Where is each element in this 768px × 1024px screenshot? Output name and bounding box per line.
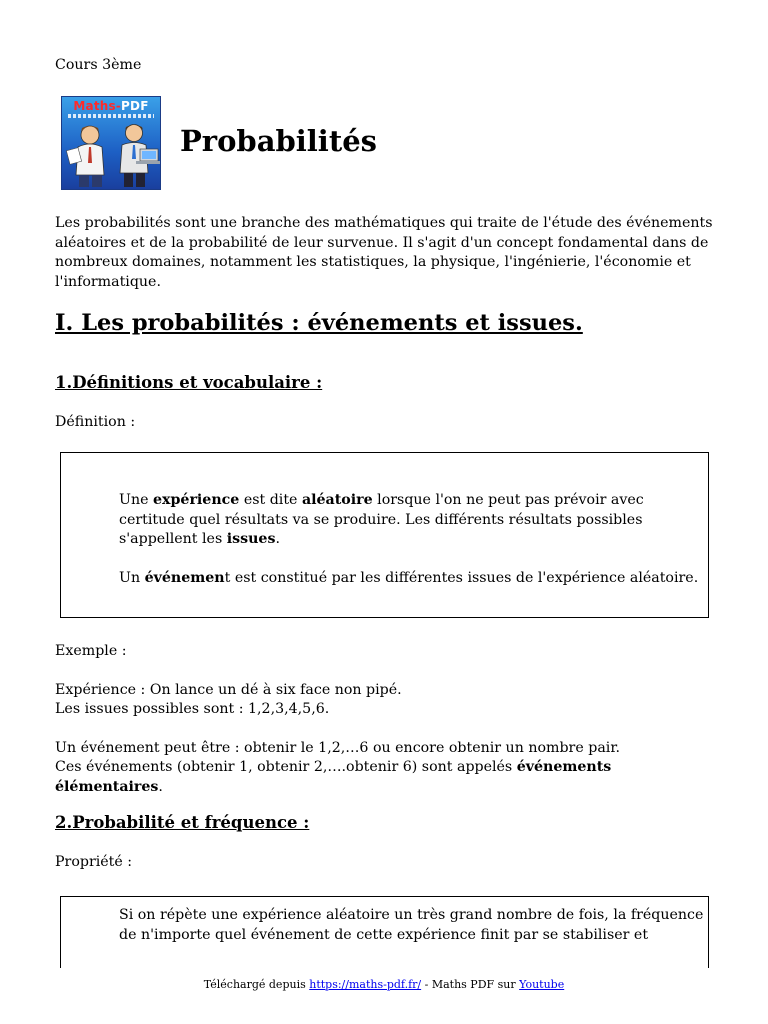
subsection-heading-definitions: 1.Définitions et vocabulaire : (55, 373, 323, 392)
example-line: élémentaires. (55, 779, 163, 795)
logo-brand: Maths-PDF (73, 99, 149, 113)
definition-label: Définition : (55, 414, 136, 430)
subsection-heading-frequency: 2.Probabilité et fréquence : (55, 813, 310, 832)
youtube-link[interactable]: Youtube (519, 978, 565, 991)
example-line: Un événement peut être : obtenir le 1,2,…6 ou encore obtenir un nombre pair. (55, 740, 621, 756)
page-title: Probabilités (180, 124, 377, 158)
example-line: Les issues possibles sont : 1,2,3,4,5,6. (55, 701, 330, 717)
maths-pdf-link[interactable]: https://maths-pdf.fr/ (309, 978, 422, 991)
event-definition-text: Un événement est constitué par les différentes issues de l'expérience aléatoire. (119, 570, 699, 586)
property-label: Propriété : (55, 854, 133, 870)
definition-text: Une expérience est dite aléatoire lorsque l'on ne peut pas prévoir avec certitude quel résultats va se produire. Les différents résultats possibles s'appellent les issues. (119, 492, 644, 547)
property-text: Si on répète une expérience aléatoire un très grand nombre de fois, la fréquence de n'importe quel événement de cette expérience finit par se stabiliser et (119, 907, 704, 943)
definition-box (60, 452, 709, 618)
students-illustration (62, 97, 160, 189)
example-line: Expérience : On lance un dé à six face non pipé. (55, 682, 402, 698)
intro-paragraph: Les probabilités sont une branche des mathématiques qui traite de l'étude des événements aléatoires et de la probabilité de leur survenue. Il s'agit d'un concept fondamental dans de nombreux domaines, notamment les statistiques, la physique, l'ingénierie, l'économie et l'informatique. (55, 215, 713, 290)
section-heading-1: I. Les probabilités : événements et issues. (55, 310, 583, 336)
footer (0, 977, 768, 992)
footer-prefix: Téléchargé depuis (203, 978, 310, 991)
course-label: Cours 3ème (55, 57, 142, 73)
footer-middle: - Maths PDF sur (421, 978, 520, 991)
maths-pdf-logo (61, 96, 161, 190)
example-line: Ces événements (obtenir 1, obtenir 2,….obtenir 6) sont appelés événements (55, 759, 612, 775)
example-label: Exemple : (55, 643, 127, 659)
